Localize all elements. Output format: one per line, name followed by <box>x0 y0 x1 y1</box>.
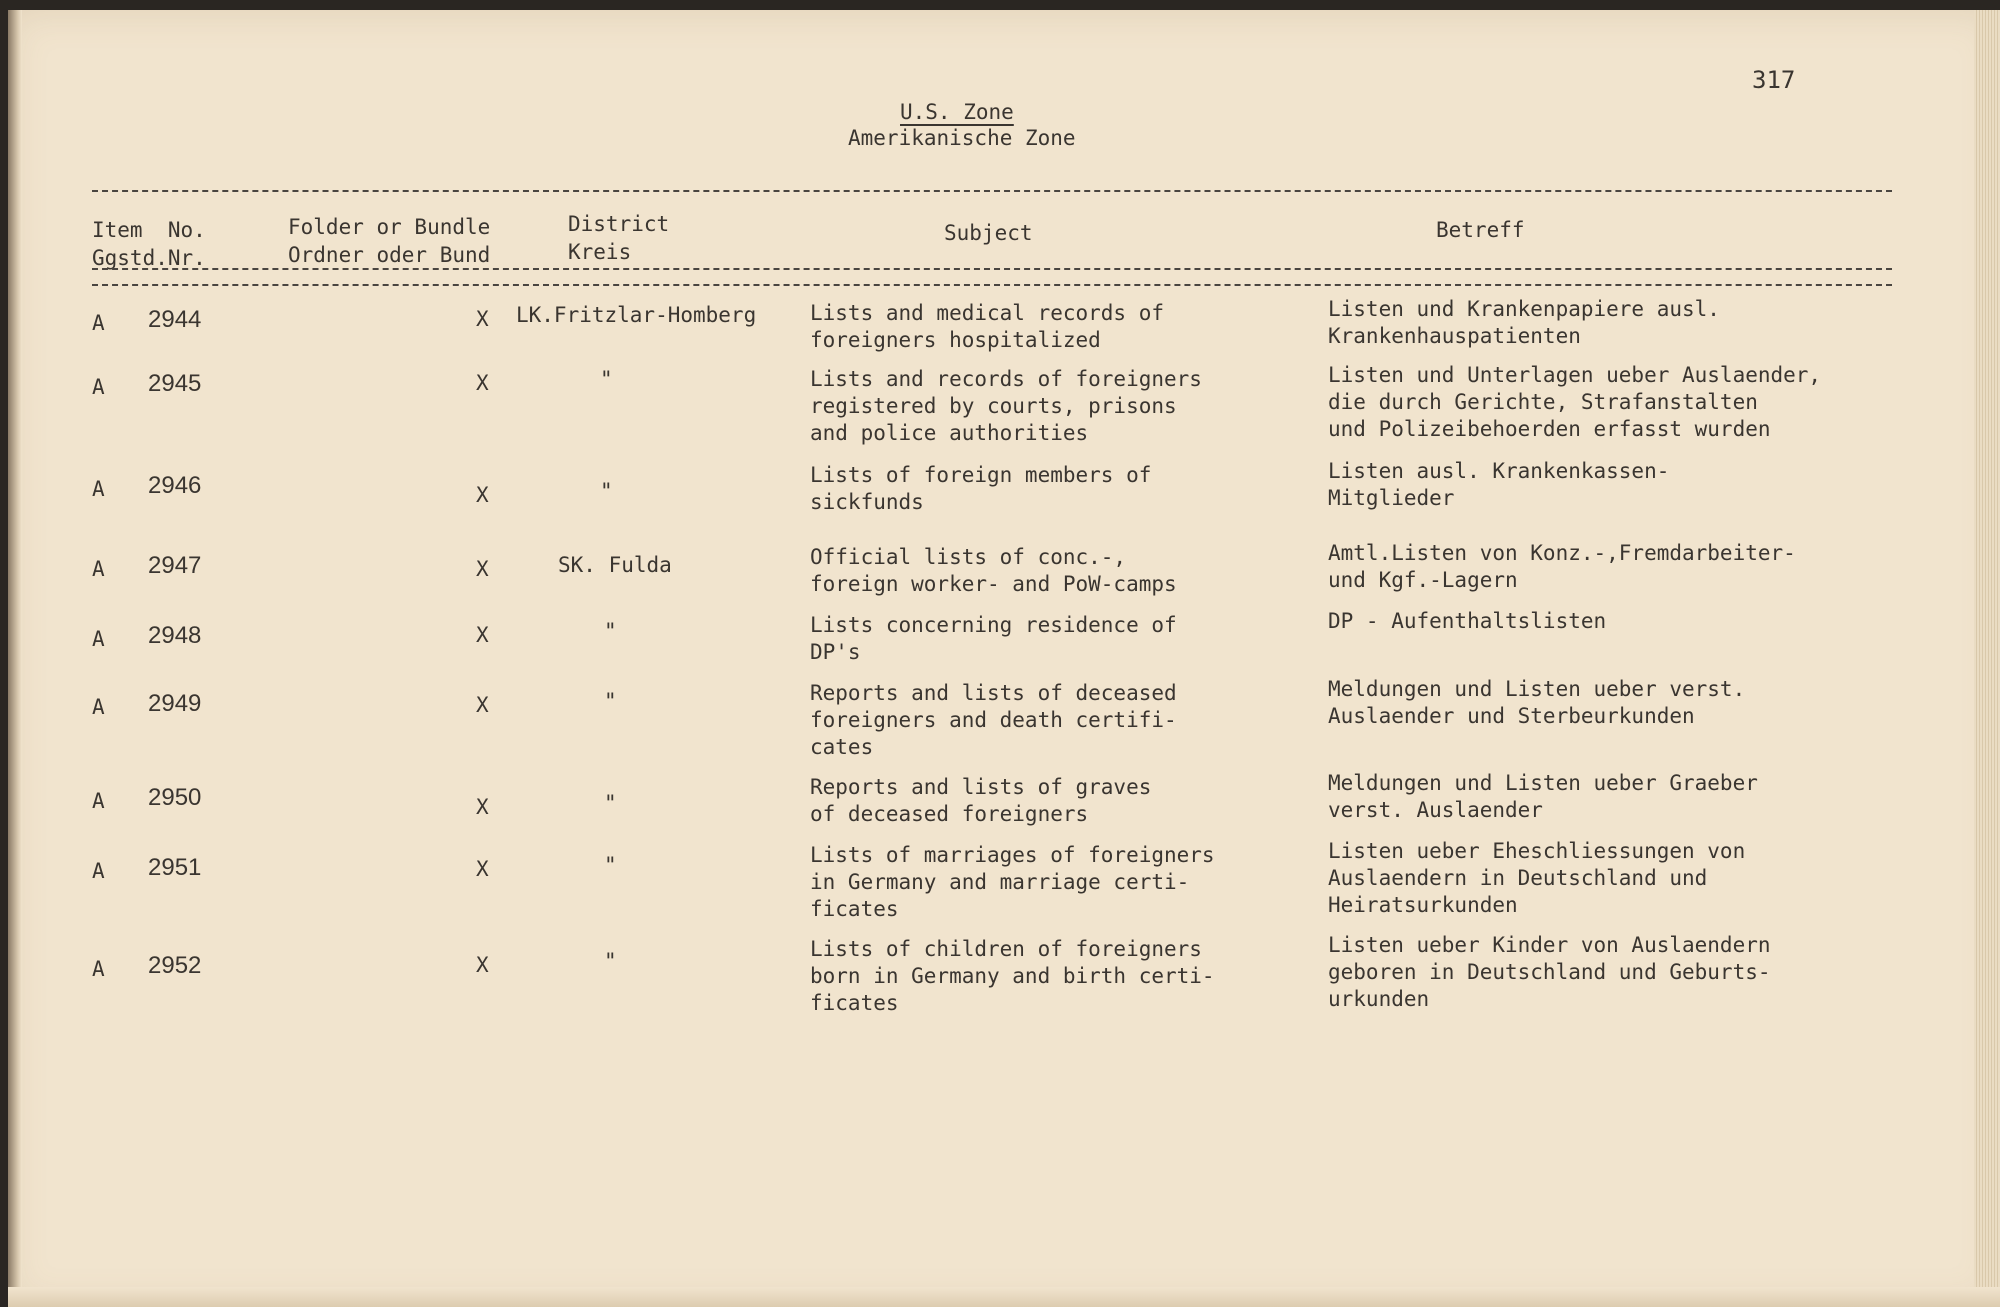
folder-mark: X <box>476 623 489 647</box>
subject-cell: Reports and lists of deceased foreigners and death certifi- cates <box>810 681 1177 759</box>
item-number: 2947 <box>148 552 202 579</box>
subject-cell: Lists and medical records of foreigners hospitalized <box>810 301 1165 352</box>
district-cell: " <box>604 949 617 973</box>
folder-mark: X <box>476 953 489 977</box>
betreff-cell: Listen ausl. Krankenkassen- Mitglieder <box>1328 459 1670 510</box>
folder-mark: X <box>476 857 489 881</box>
folder-mark: X <box>476 795 489 819</box>
item-number: 2944 <box>148 306 202 333</box>
folder-mark: X <box>476 557 489 581</box>
item-letter: A <box>92 627 105 651</box>
item-number: 2945 <box>148 370 202 397</box>
header-betreff: Betreff <box>1436 218 1525 242</box>
betreff-cell: Listen und Unterlagen ueber Auslaender, die durch Gerichte, Strafanstalten und Polizeibehoerden erfasst wurden <box>1328 363 1822 441</box>
item-letter: A <box>92 311 105 335</box>
subject-cell: Lists and records of foreigners registered by courts, prisons and police authorities <box>810 367 1202 445</box>
header-subject: Subject <box>944 221 1033 245</box>
header-district: District Kreis <box>568 212 670 264</box>
betreff-cell: Listen ueber Kinder von Auslaendern geboren in Deutschland und Geburts- urkunden <box>1328 933 1771 1011</box>
item-letter: A <box>92 557 105 581</box>
district-cell: " <box>604 791 617 815</box>
page-bottom-edge <box>8 1287 2000 1307</box>
district-cell: " <box>604 689 617 713</box>
page-edges <box>1974 10 2000 1307</box>
folder-mark: X <box>476 371 489 395</box>
item-number: 2946 <box>148 472 202 499</box>
betreff-cell: Listen ueber Eheschliessungen von Auslaendern in Deutschland und Heiratsurkunden <box>1328 839 1746 917</box>
header-bottom-rule-2 <box>92 284 1892 286</box>
item-number: 2951 <box>148 854 202 881</box>
item-letter: A <box>92 695 105 719</box>
item-letter: A <box>92 859 105 883</box>
subject-cell: Official lists of conc.-, foreign worker- and PoW-camps <box>810 545 1177 596</box>
item-letter: A <box>92 957 105 981</box>
district-cell: LK.Fritzlar-Homberg <box>516 303 757 327</box>
district-cell: " <box>604 619 617 643</box>
item-letter: A <box>92 375 105 399</box>
betreff-cell: Meldungen und Listen ueber Graeber verst. Auslaender <box>1328 771 1758 822</box>
folder-mark: X <box>476 693 489 717</box>
item-number: 2948 <box>148 622 202 649</box>
item-letter: A <box>92 477 105 501</box>
zone-title: U.S. Zone <box>900 100 1014 124</box>
district-cell: " <box>600 479 613 503</box>
district-cell: " <box>600 367 613 391</box>
header-item-no: Item No. Ggstd.Nr. <box>92 218 206 270</box>
item-number: 2949 <box>148 690 202 717</box>
page-number: 317 <box>1752 66 1796 94</box>
betreff-cell: Amtl.Listen von Konz.-,Fremdarbeiter- und Kgf.-Lagern <box>1328 541 1796 592</box>
district-cell: " <box>604 853 617 877</box>
zone-subtitle: Amerikanische Zone <box>848 126 1076 150</box>
subject-cell: Reports and lists of graves of deceased foreigners <box>810 775 1152 826</box>
betreff-cell: Listen und Krankenpapiere ausl. Krankenhauspatienten <box>1328 297 1720 348</box>
item-number: 2950 <box>148 784 202 811</box>
betreff-cell: Meldungen und Listen ueber verst. Auslaender und Sterbeurkunden <box>1328 677 1746 728</box>
folder-mark: X <box>476 483 489 507</box>
header-top-rule <box>92 190 1892 192</box>
subject-cell: Lists of children of foreigners born in Germany and birth certi- ficates <box>810 937 1215 1015</box>
district-cell: SK. Fulda <box>558 553 672 577</box>
header-folder: Folder or Bundle Ordner oder Bund <box>288 215 491 267</box>
book-spine <box>8 10 22 1307</box>
item-number: 2952 <box>148 952 202 979</box>
subject-cell: Lists of marriages of foreigners in Germany and marriage certi- ficates <box>810 843 1215 921</box>
betreff-cell: DP - Aufenthaltslisten <box>1328 609 1607 633</box>
header-bottom-rule <box>92 268 1892 270</box>
folder-mark: X <box>476 307 489 331</box>
subject-cell: Lists of foreign members of sickfunds <box>810 463 1152 514</box>
subject-cell: Lists concerning residence of DP's <box>810 613 1177 664</box>
item-letter: A <box>92 789 105 813</box>
